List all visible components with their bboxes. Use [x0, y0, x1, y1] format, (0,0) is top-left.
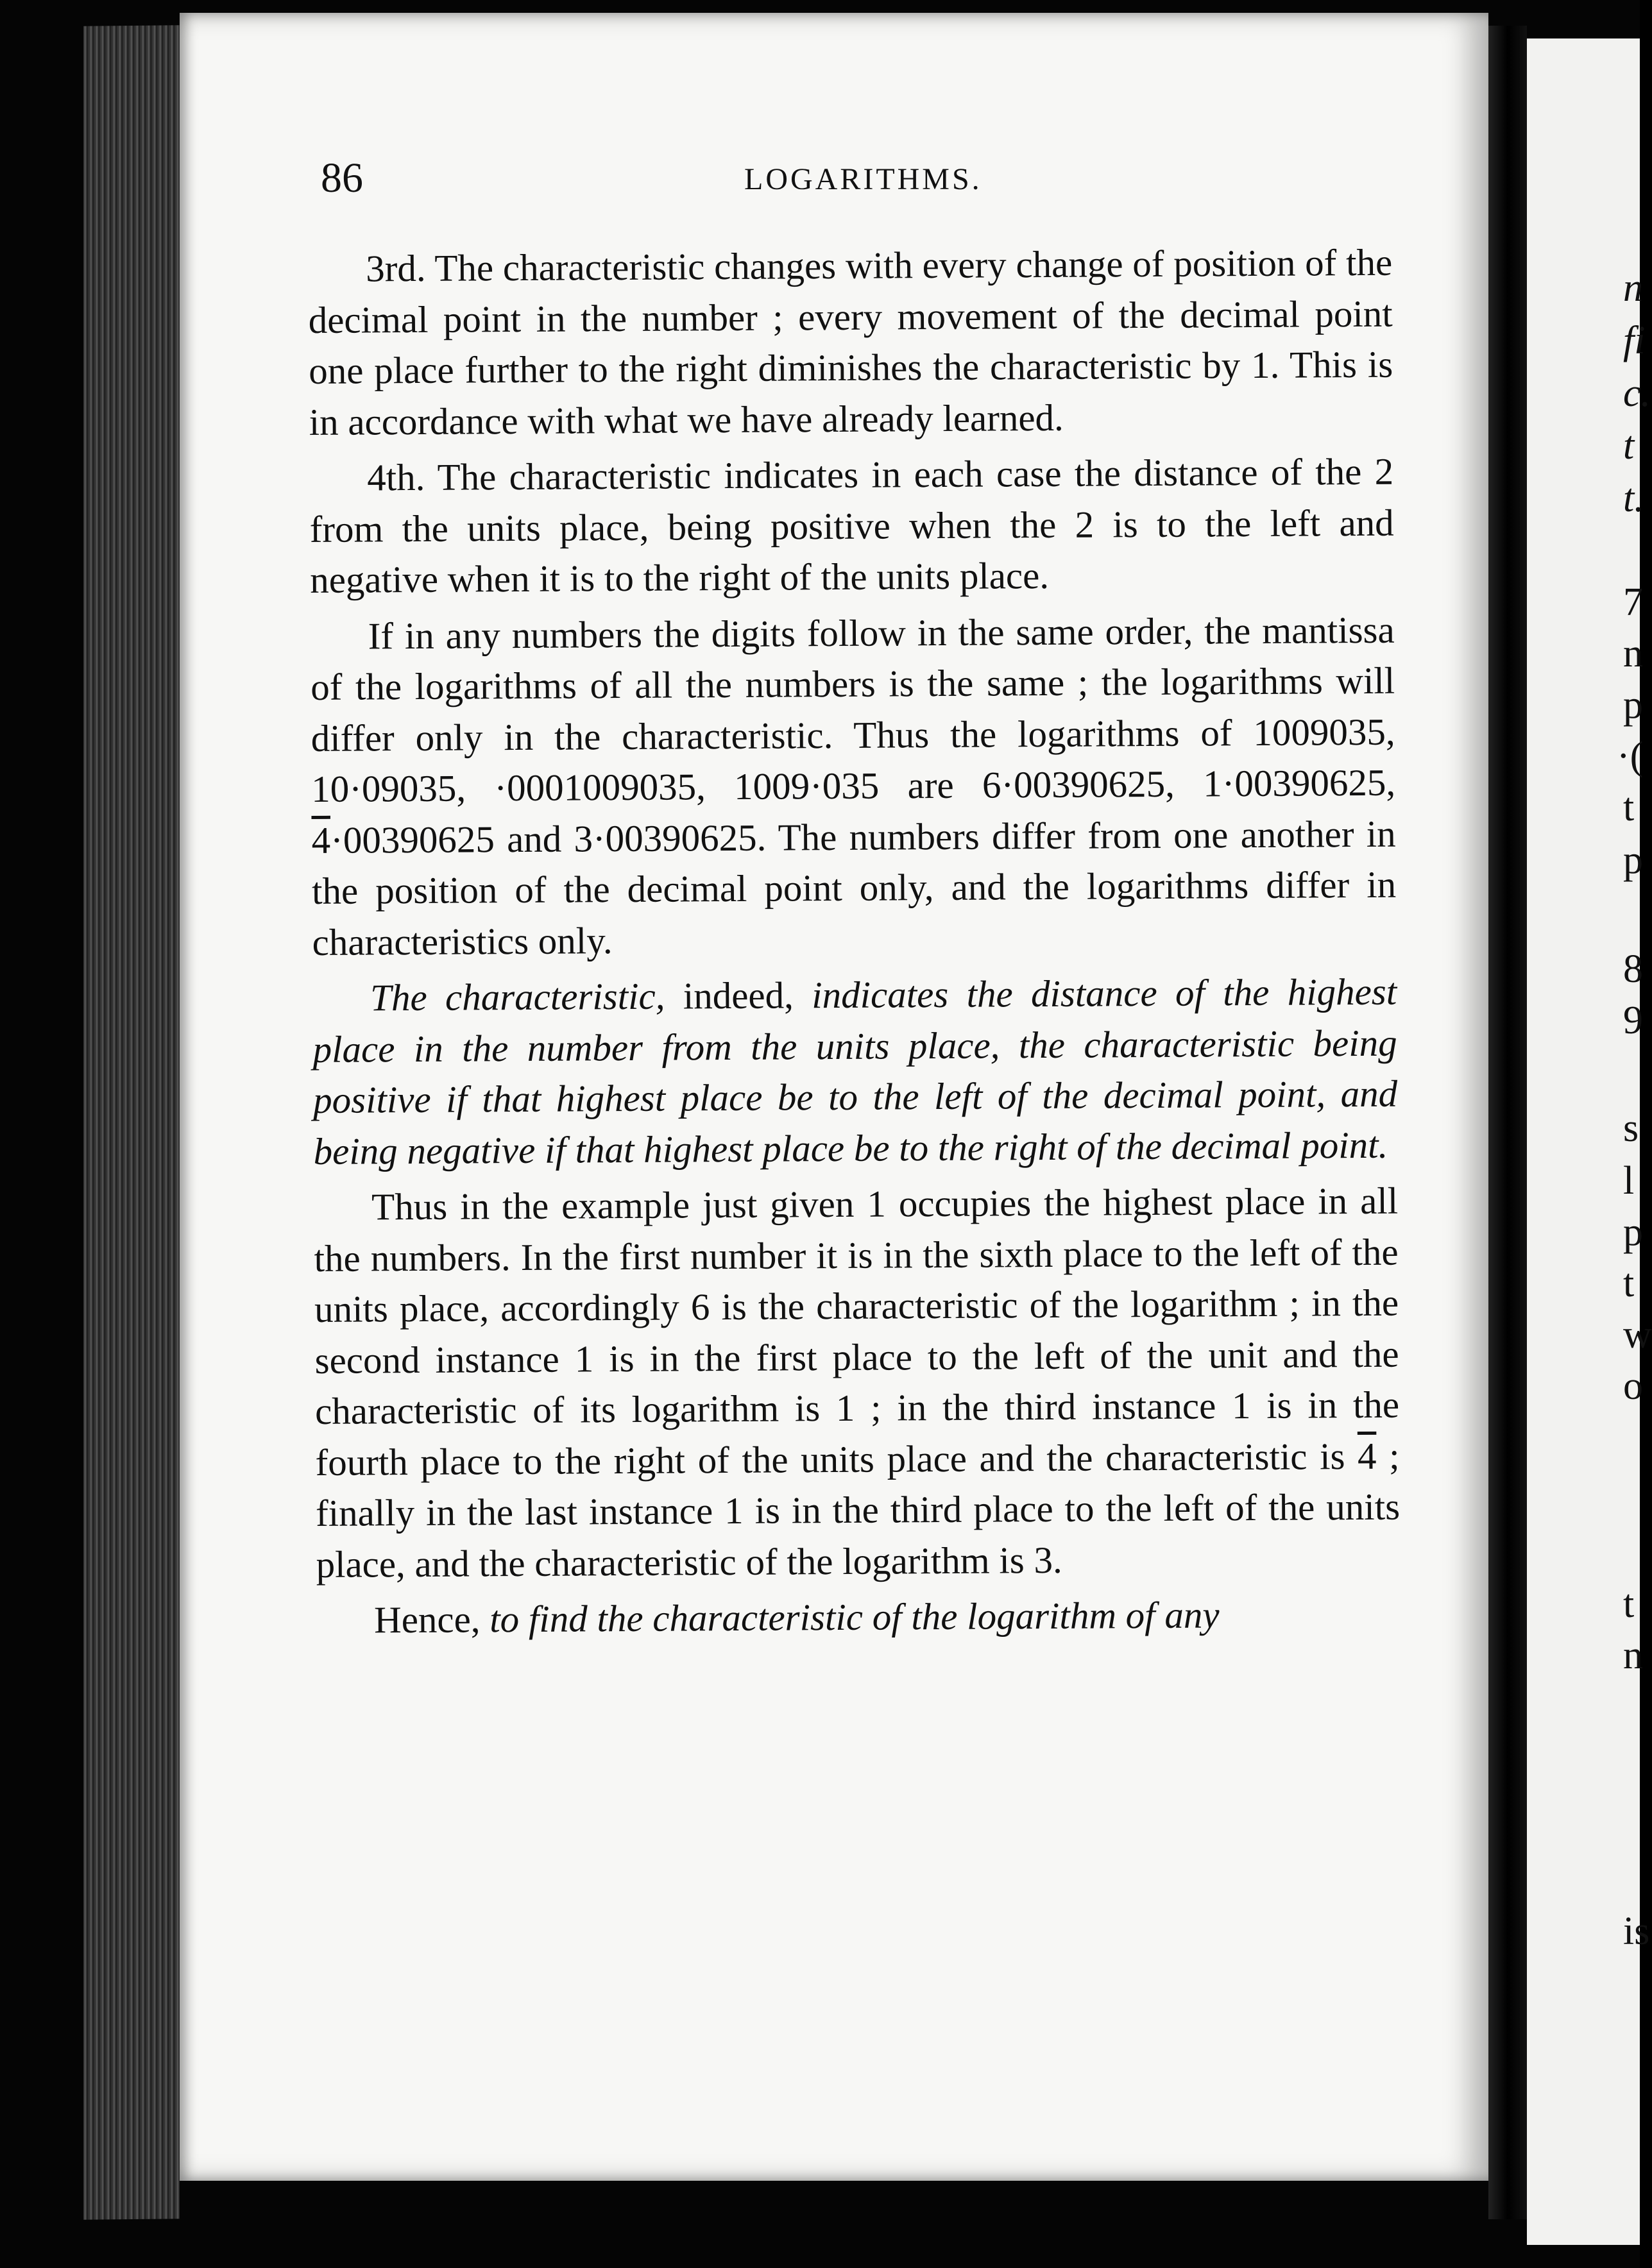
negative-characteristic-bar: 4 — [1357, 1434, 1377, 1477]
facing-fragment: w — [1623, 1313, 1652, 1357]
facing-fragment: p — [1623, 1210, 1643, 1254]
hence-rest: to find the characteristic of the logarithm of any — [480, 1593, 1220, 1641]
facing-fragment: fi — [1623, 319, 1646, 362]
facing-fragment: is — [1623, 1909, 1650, 1953]
definition-rest: indicates the distance of the highest place in the number from the units place, the characteristic being positive if that highest place be to the left of the decimal point, and being negative if that highest place be to the right of the decimal point. — [312, 970, 1398, 1172]
paragraph-hence — [316, 1589, 1401, 1646]
facing-fragment: t — [1623, 424, 1635, 468]
book-page-edges — [83, 25, 180, 2220]
facing-fragment: t. — [1623, 477, 1644, 520]
page-number: 86 — [321, 155, 363, 201]
book-gutter — [1488, 26, 1527, 2219]
paragraph-mantissa-example — [310, 604, 1396, 968]
negative-characteristic-bar: 4 — [311, 818, 331, 861]
definition-lead: The characteristic, — [370, 974, 665, 1019]
facing-fragment: n — [1623, 1634, 1643, 1677]
facing-fragment: n — [1623, 632, 1643, 675]
definition-middle: indeed, — [665, 974, 812, 1017]
facing-page — [1527, 38, 1652, 2245]
facing-fragment: t — [1623, 786, 1635, 829]
facing-fragment: p — [1623, 683, 1643, 727]
facing-fragment: c. — [1623, 371, 1651, 415]
facing-fragment: t — [1623, 1582, 1635, 1626]
example-explanation-text: Thus in the example just given 1 occupies the highest place in all the numbers. In the first number it is in the sixth place to the left of the units place, accordingly 6 is the characteristic of the logarithm ; in the second instance 1 is in the first place to the left of the unit and the characteristic of its logarithm is 1 ; in the third instance 1 is in the fourth place to the right of the units place and the characteristic is 4 ; finally in the last instance 1 is in the third place to the left of the units place, and the characteristic of the logarithm is 3. — [314, 1179, 1401, 1586]
paragraph-third-rule: 3rd. The characteristic changes with every change of position of the decimal point in the number ; every movement of the decimal point one place further to the right diminishes the characteristic by 1. This is in accordance with what we have already learned. — [308, 241, 1393, 443]
running-head: LOGARITHMS. — [744, 162, 982, 196]
facing-fragment: o — [1623, 1364, 1643, 1408]
facing-fragment: ·( — [1617, 734, 1644, 778]
facing-fragment: 7 — [1623, 580, 1643, 624]
paragraph-example-explanation — [314, 1176, 1401, 1590]
page-header — [321, 154, 1373, 205]
body-text — [308, 237, 1401, 1646]
facing-fragment: s — [1623, 1106, 1639, 1150]
paragraph-mantissa-text: If in any numbers the digits follow in the same order, the mantissa of the logarithms of all the numbers is the same ; the logarithms will differ only in the characteristic. Thus the logarithms of 1009035, 10·09035, ·0001009035, 1009·035 are 6·00390625, 1·00390625, 4·00390625 and 3·00390625. The numbers differ from one another in the position of the decimal point only, and the logarithms differ in characteristics only. — [311, 608, 1397, 963]
paragraph-characteristic-definition — [312, 967, 1398, 1177]
facing-fragment: 9 — [1623, 999, 1643, 1042]
facing-fragment: t — [1623, 1262, 1635, 1305]
facing-fragment: l — [1623, 1159, 1635, 1203]
facing-fragment: 8 — [1623, 947, 1643, 991]
facing-fragment: p — [1623, 838, 1643, 882]
facing-fragment: n — [1623, 266, 1643, 310]
paragraph-fourth-rule: 4th. The characteristic indicates in each case the distance of the 2 from the units place, being positive when the 2 is to the left and negative when it is to the right of the units place. — [309, 450, 1394, 601]
hence-lead: Hence, — [373, 1598, 481, 1641]
